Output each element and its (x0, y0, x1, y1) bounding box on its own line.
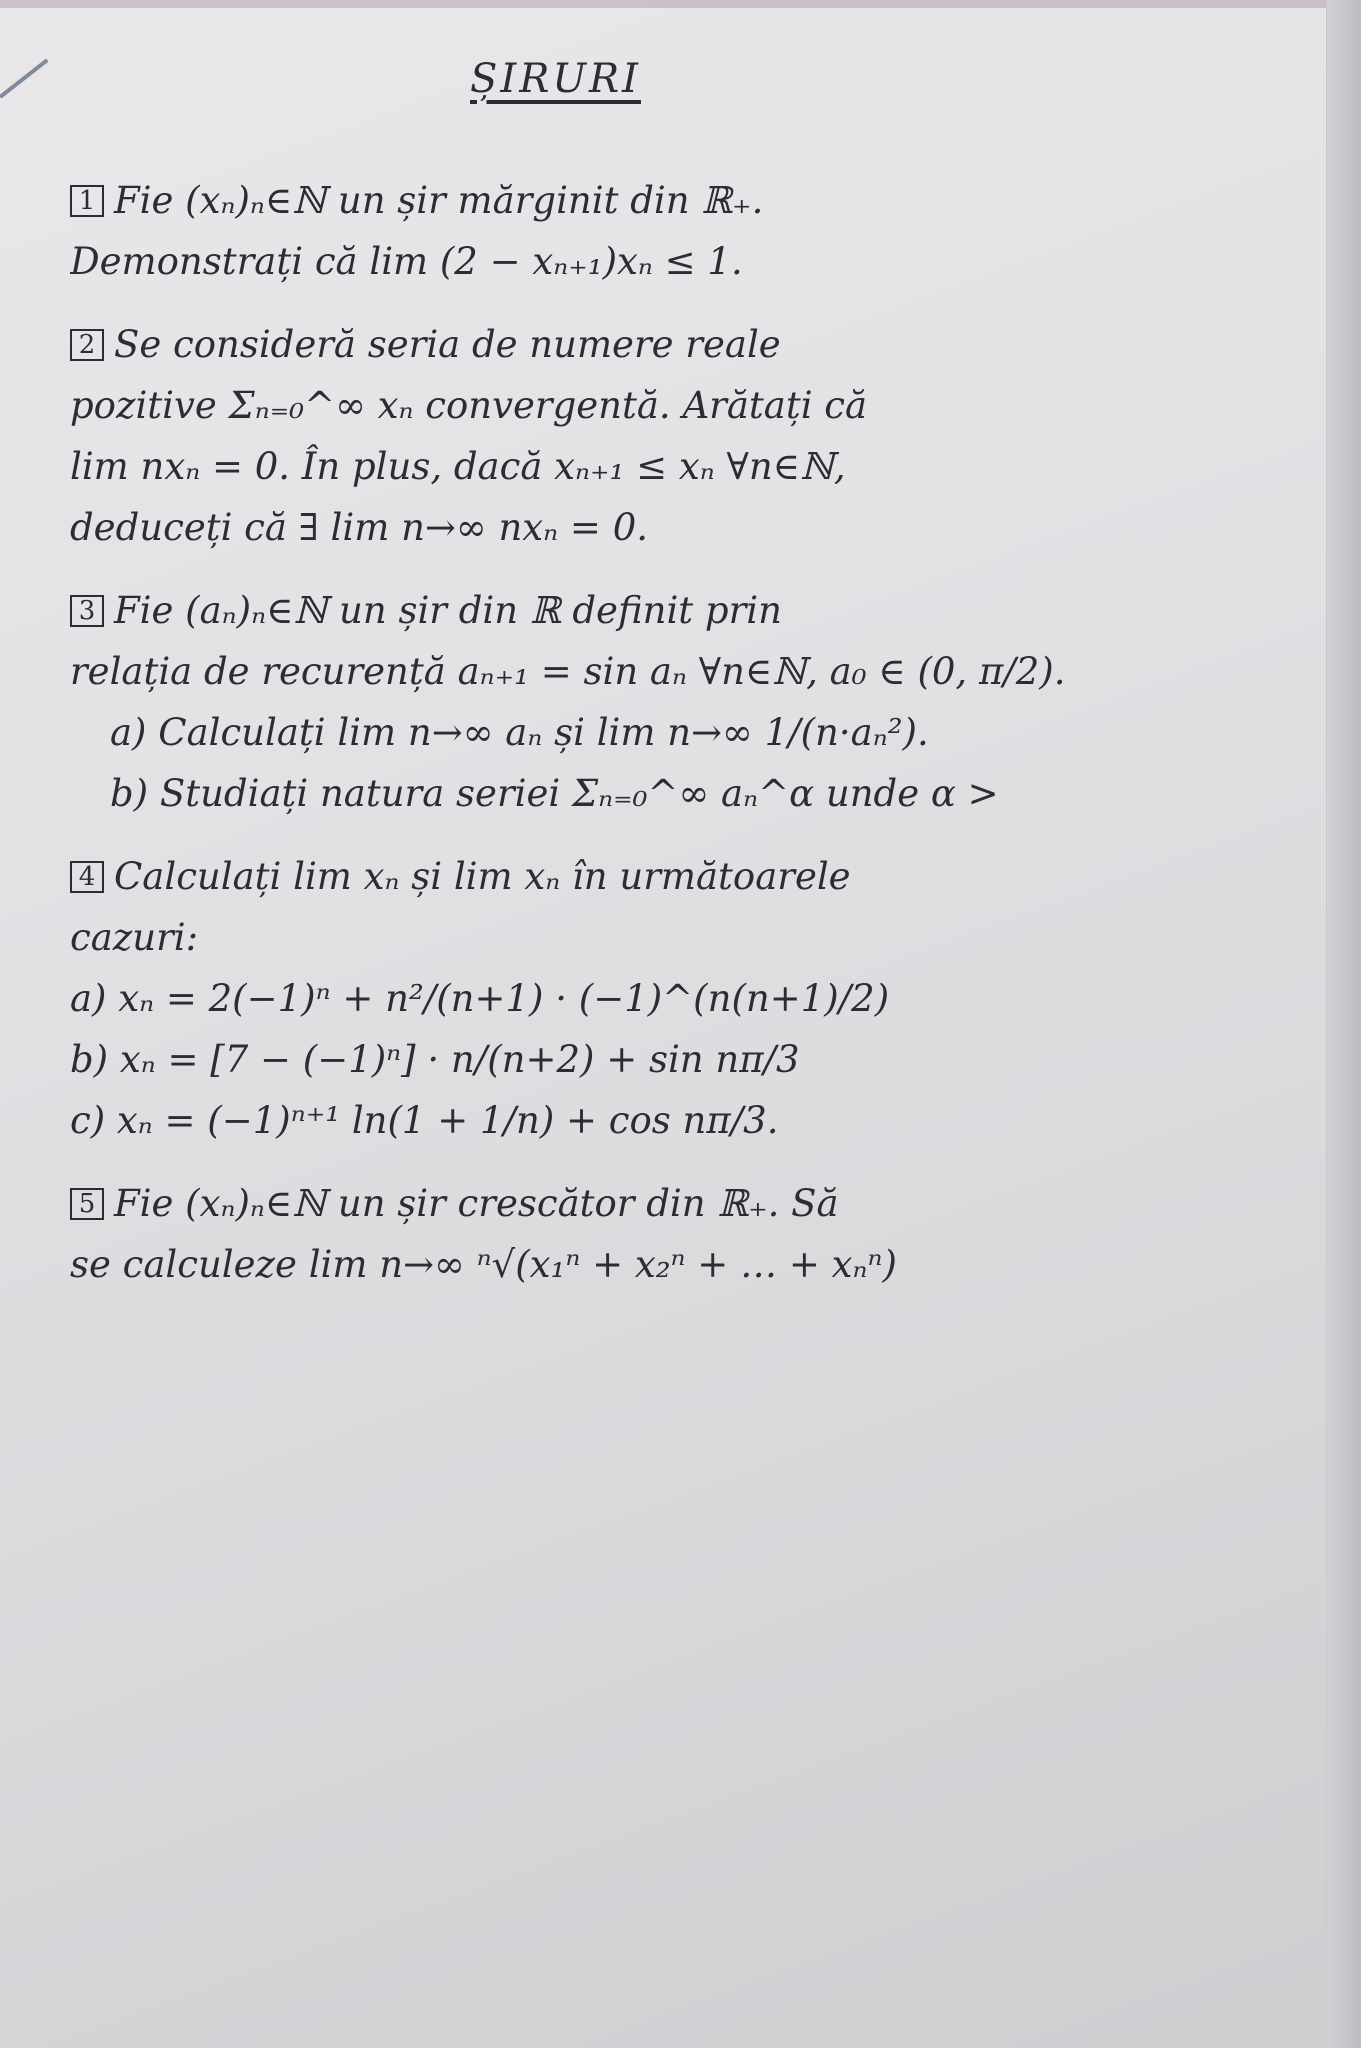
problem-number-box: 5 (70, 1188, 104, 1220)
problem-2 (70, 314, 1310, 558)
problem-line: pozitive Σₙ₌₀^∞ xₙ convergentă. Arătați că (70, 384, 868, 427)
page-edge (1326, 0, 1361, 2048)
problem-text: Fie (aₙ)ₙ∈ℕ un șir din ℝ definit prin (114, 589, 782, 632)
problem-text: Fie (xₙ)ₙ∈ℕ un șir crescător din ℝ₊. Să (114, 1182, 839, 1225)
problem-line (70, 314, 1310, 375)
problem-number-box: 3 (70, 595, 104, 627)
problem-line: deduceți că ∃ lim n→∞ nxₙ = 0. (70, 506, 648, 549)
problem-line: lim nxₙ = 0. În plus, dacă xₙ₊₁ ≤ xₙ ∀n∈ℕ, (70, 445, 846, 488)
problem-1 (70, 170, 1310, 292)
problem-line (70, 846, 1310, 907)
problem-4 (70, 846, 1310, 1151)
problem-subpart: c) xₙ = (−1)ⁿ⁺¹ ln(1 + 1/n) + cos nπ/3. (70, 1099, 779, 1142)
problem-text: Se consideră seria de numere reale (114, 323, 781, 366)
problem-number-box: 4 (70, 861, 104, 893)
pen-mark (0, 58, 49, 98)
problem-line (70, 1173, 1310, 1234)
page-title: ȘIRURI (470, 56, 641, 102)
problem-line (70, 170, 1310, 231)
problem-subpart: a) Calculați lim n→∞ aₙ și lim n→∞ 1/(n·aₙ²). (110, 711, 929, 754)
problem-5 (70, 1173, 1310, 1295)
problem-line: se calculeze lim n→∞ ⁿ√(x₁ⁿ + x₂ⁿ + … + xₙⁿ) (70, 1243, 897, 1286)
problem-number-box: 1 (70, 185, 104, 217)
problem-line (70, 580, 1310, 641)
problem-3 (70, 580, 1310, 824)
problem-number-box: 2 (70, 329, 104, 361)
problem-subpart: b) Studiați natura seriei Σₙ₌₀^∞ aₙ^α unde α > (110, 772, 999, 815)
problem-subpart: a) xₙ = 2(−1)ⁿ + n²/(n+1) · (−1)^(n(n+1)/2) (70, 977, 890, 1020)
problem-line: cazuri: (70, 916, 199, 959)
problem-text: Calculați lim xₙ și lim xₙ în următoarele (114, 855, 851, 898)
problem-line: Demonstrați că lim (2 − xₙ₊₁)xₙ ≤ 1. (70, 240, 743, 283)
problem-subpart: b) xₙ = [7 − (−1)ⁿ] · n/(n+2) + sin nπ/3 (70, 1038, 800, 1081)
problem-text: Fie (xₙ)ₙ∈ℕ un șir mărginit din ℝ₊. (114, 179, 764, 222)
problem-list (70, 170, 1310, 1295)
problem-line: relația de recurență aₙ₊₁ = sin aₙ ∀n∈ℕ, a₀ ∈ (0, π/2). (70, 650, 1066, 693)
